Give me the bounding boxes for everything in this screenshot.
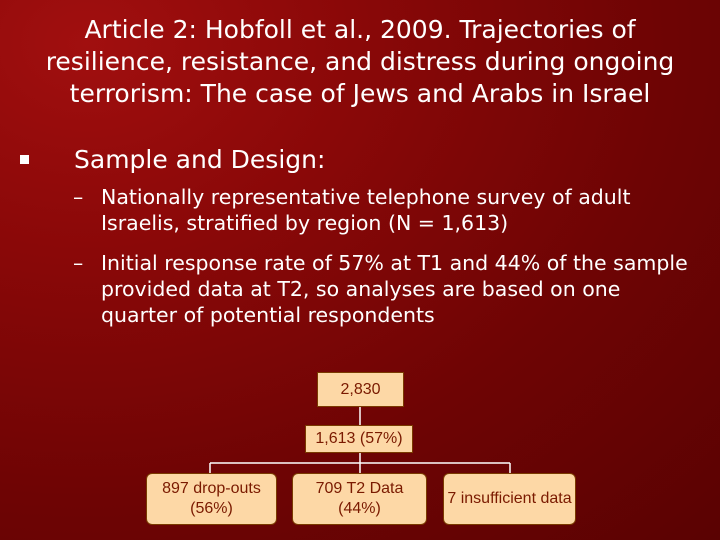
box-insufficient-data: 7 insufficient data bbox=[443, 473, 576, 525]
dash-icon: – bbox=[73, 251, 84, 275]
box-total-sample: 2,830 bbox=[317, 372, 404, 407]
sub-bullet-2-text: Initial response rate of 57% at T1 and 44% of the sample provided data at T2, so analyses are based on one quarter of potential respondents bbox=[101, 251, 688, 327]
main-bullet-text: Sample and Design: bbox=[74, 145, 326, 174]
box-drop-outs: 897 drop-outs (56%) bbox=[146, 473, 277, 525]
box-t1-sample: 1,613 (57%) bbox=[305, 425, 413, 453]
sub-bullet-1-text: Nationally representative telephone survey of adult Israelis, stratified by region (N = 1,613) bbox=[101, 185, 631, 235]
dash-icon: – bbox=[73, 185, 84, 209]
box-t2-data: 709 T2 Data (44%) bbox=[292, 473, 427, 525]
slide-title: Article 2: Hobfoll et al., 2009. Trajectories of resilience, resistance, and distress during ongoing terrorism: The case of Jews and Arabs in Israel bbox=[45, 15, 675, 108]
